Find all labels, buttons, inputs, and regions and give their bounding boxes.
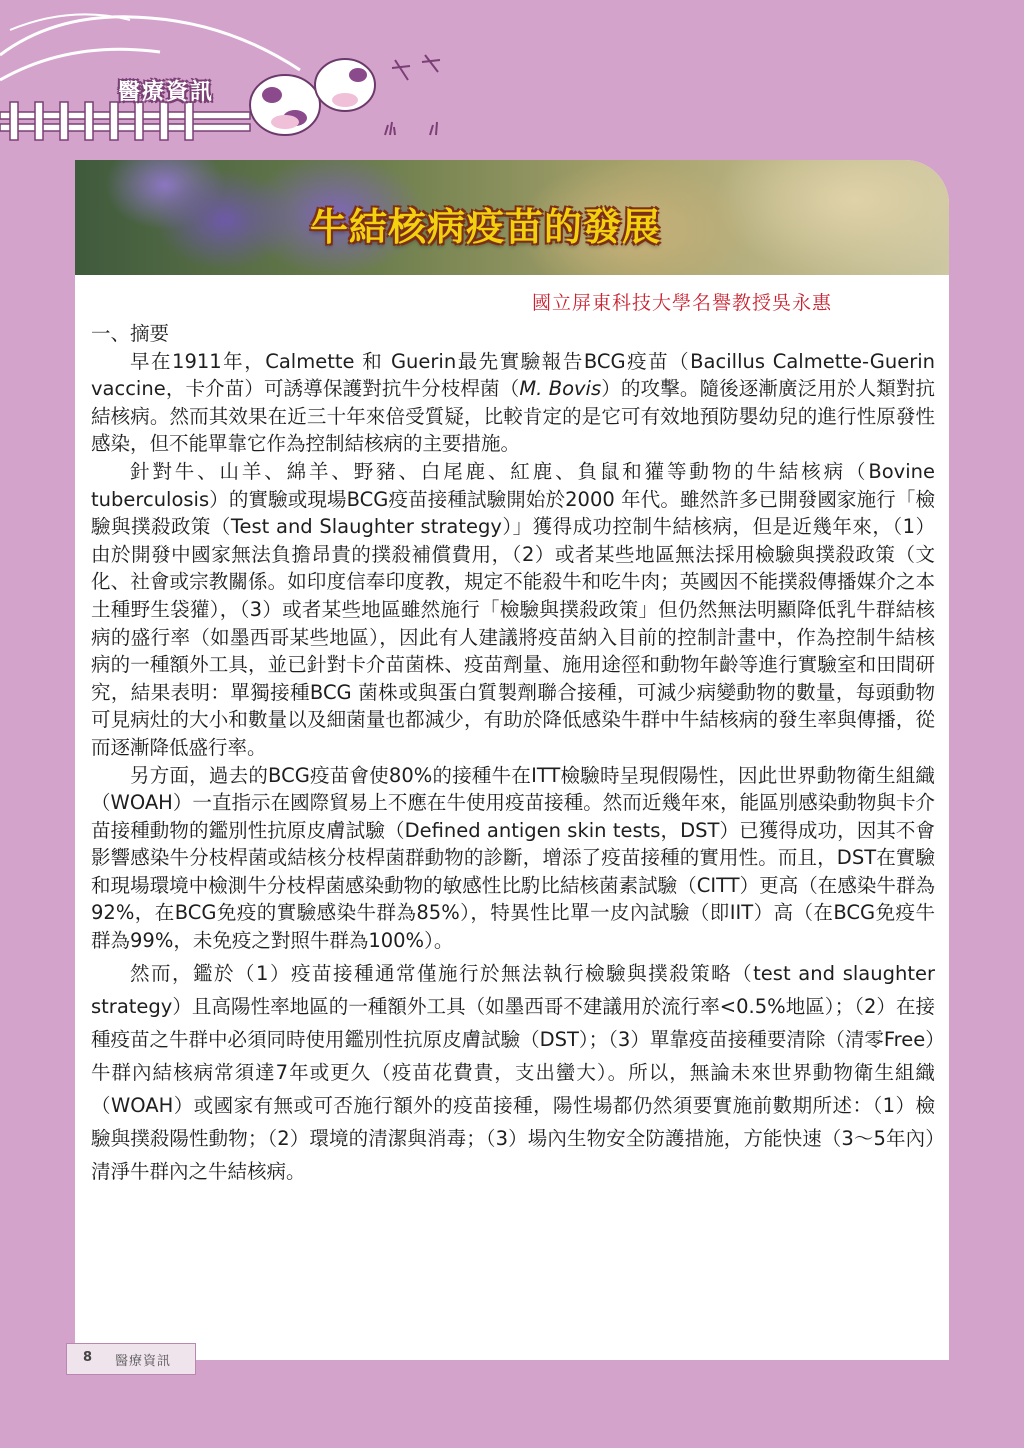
article-panel xyxy=(75,160,949,1360)
page-footer xyxy=(66,1343,196,1375)
paragraph-4: 然而，鑑於（1）疫苗接種通常僅施行於無法執行檢驗與撲殺策略（test and slaughter strategy）且高陽性率地區的一種額外工具（如墨西哥不建議用於流行率<0.5%地區）；（2）在接種疫苗之牛群中必須同時使用鑑別性抗原皮膚試驗（DST）；（3）單靠疫苗接種要清除（清零Free）牛群內結核病常須達7年或更久（疫苗花費貴，支出蠻大）。所以，無論未來世界動物衛生組織（WOAH）或國家有無或可否施行額外的疫苗接種，陽性場都仍然須要實施前數期所述：（1）檢驗與撲殺陽性動物；（2）環境的清潔與消毒；（3）場內生物安全防護措施，方能快速（3～5年內）清淨牛群內之牛結核病。 xyxy=(91,961,935,1183)
dragonfly-icon xyxy=(392,55,440,80)
paragraph-3: 另方面，過去的BCG疫苗會使80%的接種牛在ITT檢驗時呈現假陽性，因此世界動物衛生組織（WOAH）一直指示在國際貿易上不應在牛使用疫苗接種。然而近幾年來，能區別感染動物與卡介苗接種動物的鑑別性抗原皮膚試驗（Defined antigen skin tests，DST）已獲得成功，因其不會影響感染牛分枝桿菌或結核分枝桿菌群動物的診斷，增添了疫苗接種的實用性。而且，DST在實驗和現場環境中檢測牛分枝桿菌感染動物的敏感性比馰比結核菌素試驗（CITT）更高（在感染牛群為92%，在BCG免疫的實驗感染牛群為85%），特異性比單一皮內試驗（即IIT）高（在BCG免疫牛群為99%，未免疫之對照牛群為100%）。 xyxy=(91,763,935,953)
footer-label: 醫療資訊 xyxy=(115,1354,172,1369)
title-banner xyxy=(75,160,949,275)
summary-heading: 一、摘要 xyxy=(91,322,170,345)
hill-outline xyxy=(0,14,300,80)
paragraph-1-lead: 早在1911年，Calmette 和 Guerin最先實驗報告BCG疫苗（Bacillus Calmette-Guerin vaccine，卡介苗）可誘導保護對抗牛分枝桿菌（ xyxy=(91,349,935,401)
grass xyxy=(385,122,437,135)
cow-left-icon xyxy=(250,75,320,135)
species-name: M. Bovis xyxy=(519,377,602,401)
author-line: 國立屏東科技大學名譽教授吳永惠 xyxy=(532,292,833,314)
page-number: 8 xyxy=(83,1350,93,1365)
section-title: 醫療資訊 xyxy=(118,80,215,105)
paragraph-1 xyxy=(91,348,935,458)
paragraph-2: 針對牛、山羊、綿羊、野豬、白尾鹿、紅鹿、負鼠和獾等動物的牛結核病（Bovine tuberculosis）的實驗或現場BCG疫苗接種試驗開始於2000 年代。雖然許多已開發國家施行「檢驗與撲殺政策（Test and Slaughter strategy）」獲得成功控制牛結核病，但是近幾年來，（1）由於開發中國家無法負擔昂貴的撲殺補償費用，（2）或者某些地區無法採用檢驗與撲殺政策（文化、社會或宗教關係。如印度信奉印度教，規定不能殺牛和吃牛肉；英國因不能撲殺傳播媒介之本土種野生袋獾），（3）或者某些地區雖然施行「檢驗與撲殺政策」但仍然無法明顯降低乳牛群結核病的盛行率（如墨西哥某些地區），因此有人建議將疫苗納入目前的控制計畫中，作為控制牛結核病的一種額外工具，並已針對卡介苗菌株、疫苗劑量、施用途徑和動物年齡等進行實驗室和田間研究，結果表明：單獨接種BCG 菌株或與蛋白質製劑聯合接種，可減少病變動物的數量，每頭動物可見病灶的大小和數量以及細菌量也都減少，有助於降低感染牛群中牛結核病的發生率與傳播，從而逐漸降低盛行率。 xyxy=(91,459,935,759)
article-title: 牛結核病疫苗的發展 xyxy=(310,205,662,249)
article-body xyxy=(91,320,935,1188)
fence xyxy=(0,102,250,140)
paragraph-1-tail: ）的攻擊。隨後逐漸廣泛用於人類對抗結核病。然而其效果在近三十年來倍受質疑，比較肯定的是它可有效地預防嬰幼兒的進行性原發性感染，但不能單靠它作為控制結核病的主要措施。 xyxy=(91,377,935,456)
cow-right-icon xyxy=(315,59,375,111)
header-illustration xyxy=(0,0,470,150)
